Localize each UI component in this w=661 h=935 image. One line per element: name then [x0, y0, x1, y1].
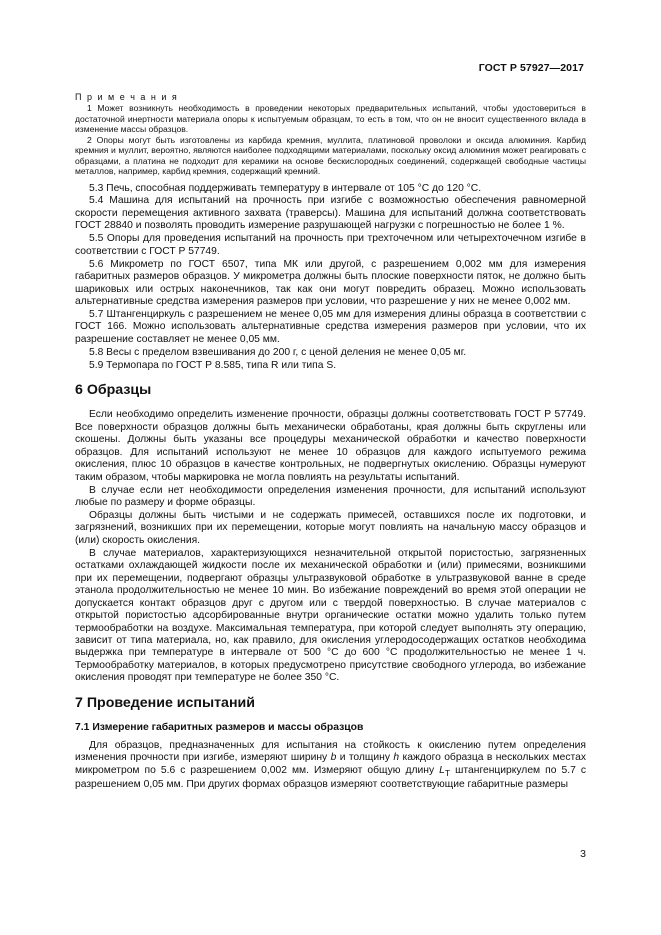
subsection-7-1-heading: 7.1 Измерение габаритных размеров и массы образцов — [75, 721, 364, 733]
section-6-paragraph-1: Если необходимо определить изменение прочности, образцы должны соответствовать ГОСТ Р 57749. Все поверхности образцов должны быть механически обработаны, края должны быть скруглены или скошены. Должны быть указаны все процедуры механической обработки и качество поверхности образцов. Для испытаний используют не менее 10 образцов для каждого испытуемого режима окисления, плюс 10 образцов в качестве контрольных, не подвергнутых окислению. Образцы нумеруют таким образом, чтобы маркировка не могла повлиять на результаты испытаний. — [75, 409, 586, 483]
clause-5-9: 5.9 Термопара по ГОСТ Р 8.585, типа R или типа S. — [89, 359, 337, 371]
page-number: 3 — [580, 848, 586, 860]
var-l: L — [439, 764, 445, 776]
note-item-2-text: 2 Опоры могут быть изготовлены из карбида кремния, муллита, платиновой проволоки и оксида алюминия. Карбид кремния и муллит, вероятно, являются наиболее подходящими материалами, поскольку оксид алюминия может реагировать с образцами, а платина не подходит для керамики на основе бескислородных соединений, содержащей свободные частицы металлов, например, карбид кремния, содержащий кремний. — [75, 134, 586, 176]
section-6-paragraph-3: Образцы должны быть чистыми и не содержать примесей, оставшихся после их подготовки, и загрязнений, возникших при их перемещении, которые могут повлиять на начальную массу образцов и (или) скорость окисления. — [75, 509, 586, 546]
var-h: h — [393, 752, 400, 764]
clause-5-5: 5.5 Опоры для проведения испытаний на прочность при трехточечном или четырехточечном изгибе в соответствии с ГОСТ Р 57749. — [75, 233, 586, 257]
standard-header: ГОСТ Р 57927—2017 — [478, 62, 584, 74]
notes-title: П р и м е ч а н и я — [75, 92, 179, 102]
para-text-3: каждого образца в нескольких местах микрометром по 5.6 с разрешением 0,002 мм. Измеряют общую длину — [75, 752, 586, 776]
note-item-1-text: 1 Может возникнуть необходимость в проведении некоторых предварительных испытаний, чтобы удостовериться в достаточной инертности материала опоры к испытуемым образцам, то есть в том, что он не вносит существенного вклада в изменение массы образцов. — [75, 103, 586, 134]
clause-5-8: 5.8 Весы с пределом взвешивания до 200 г, с ценой деления не менее 0,05 мг. — [89, 346, 467, 358]
clause-5-6: 5.6 Микрометр по ГОСТ 6507, типа МК или другой, с разрешением 0,002 мм для измерения габаритных размеров образцов. У микрометра должны быть плоские поверхности пяток, не должно быть шариковых или острых наконечников, так как они могут повредить образец. Можно использовать альтернативные средства измерения размеров при условии, что разрешение у них не менее 0,002 мм. — [75, 258, 586, 308]
para-text-2: и толщину — [336, 752, 394, 764]
notes-block — [75, 92, 586, 177]
para-text-1: Для образцов, предназначенных для испытания на стойкость к окислению путем определения изменения прочности при изгибе, измеряют ширину — [75, 739, 586, 764]
clause-5-3: 5.3 Печь, способная поддерживать температуру в интервале от 105 °С до 120 °С. — [89, 182, 482, 194]
section-6-heading: 6 Образцы — [75, 382, 152, 399]
section-7-heading: 7 Проведение испытаний — [75, 694, 255, 711]
clause-5-4: 5.4 Машина для испытаний на прочность при изгибе с возможностью обеспечения равномерной скорости перемещения активного захвата (траверсы). Машина для испытаний должна соответствовать ГОСТ 28840 и позволять проводить измерение разрушающей нагрузки с погрешностью не более 1 %. — [75, 195, 586, 232]
var-l-subscript: T — [444, 767, 451, 778]
section-6-paragraph-4: В случае материалов, характеризующихся незначительной открытой пористостью, загрязненных остатками охлаждающей жидкости после их механической обработки и (или) примесями, возникшими при их перемещении, подвергают образцы ультразвуковой обработке в ультразвуковой ванне в среде этанола продолжительностью не менее 10 мин. Во избежание повреждений во время этой операции не допускается контакт образцов друг с другом или с твердой поверхностью. В случае материалов с открытой пористостью адсорбированные внутри органические остатки можно удалить только путем термообработки на воздухе. Максимальная температура, при которой следует выполнять эту операцию, зависит от типа материала, но, как правило, для окисления углеродосодержащих остатков необходима выдержка при температуре в интервале от 500 °С до 600 °С продолжительностью не менее 1 ч. Термообработку материалов, в которых предусмотрено присутствие свободного углерода, во избежание окисления проводят при температуре не более 350 °С. — [75, 547, 586, 684]
page-content — [75, 92, 586, 792]
note-item-1 — [75, 103, 586, 135]
section-6-paragraph-2: В случае если нет необходимости определения изменения прочности, для испытаний используют любые по размеру и форме образцы. — [75, 484, 586, 508]
note-item-2 — [75, 135, 586, 177]
para-text-4: штангенциркулем по 5.7 с разрешением 0,05 мм. При других формах образцов измеряют соответствующие габаритные размеры — [75, 764, 586, 791]
var-b: b — [330, 752, 337, 764]
section-7-1-paragraph — [75, 740, 586, 792]
clause-5-7: 5.7 Штангенциркуль с разрешением не менее 0,05 мм для измерения длины образца в соответствии с ГОСТ 166. Можно использовать альтернативные средства измерения размеров при условии, что их разрешение составляет не менее 0,05 мм. — [75, 309, 586, 345]
